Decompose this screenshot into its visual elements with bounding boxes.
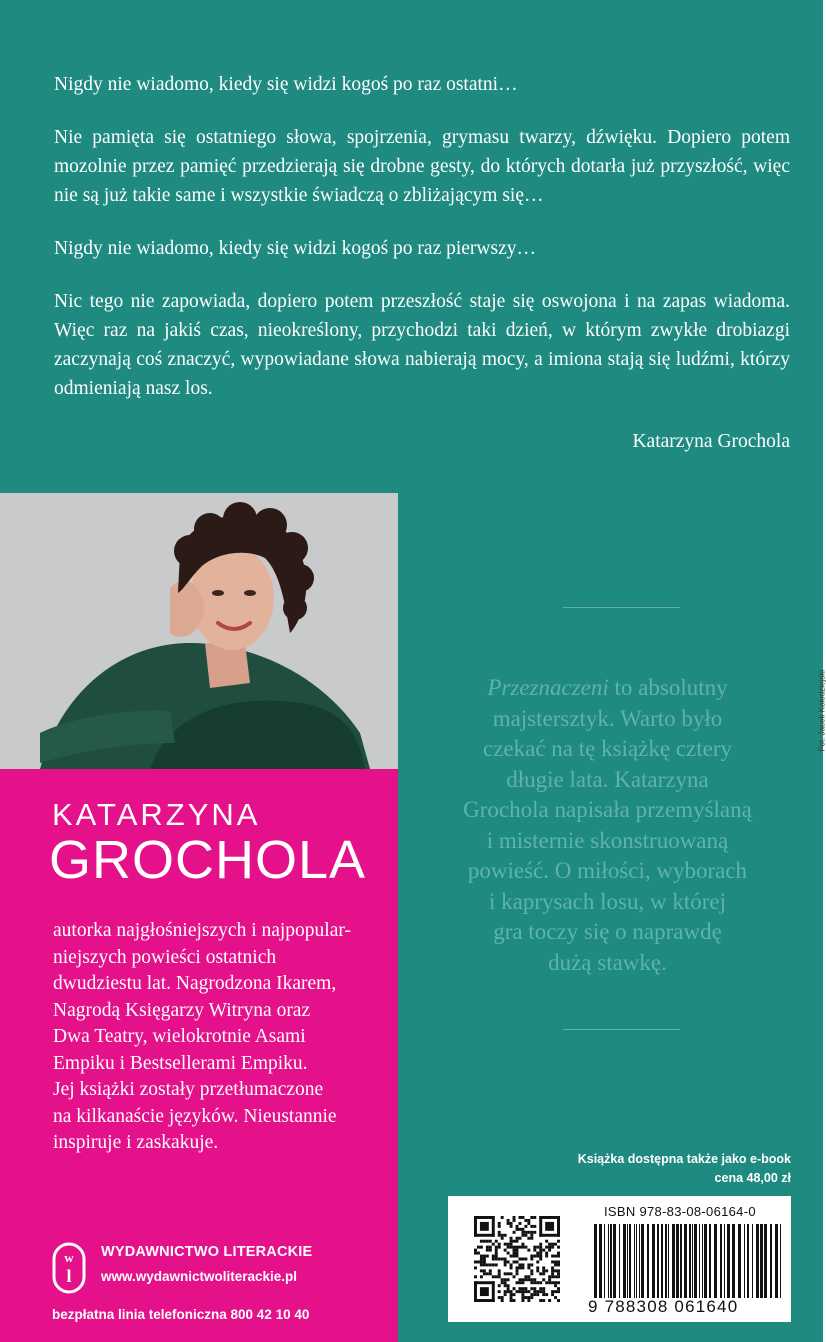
quote-line-1 — [420, 673, 795, 704]
quote-line: i misternie skonstruowaną — [486, 827, 729, 853]
quote-line-1-rest: to absolutny — [608, 675, 728, 700]
ebook-info — [578, 1150, 791, 1188]
blurb-paragraph-2: Nie pamięta się ostatniego słowa, spojrzenia, grymasu twarzy, dźwięku. Dopiero potem mozolnie przez pamięć przedzierają się drobne gesty, do których dotarła już przyszłość, więc nie są już takie same i wszystkie świadczą o zbliżającym się… — [54, 127, 790, 206]
bio-line: inspiruje i zaskakuje. — [53, 1132, 219, 1153]
quote-line: powieść. O miłości, wyborach — [467, 858, 748, 883]
publisher-logo-icon — [52, 1242, 86, 1294]
bio-line: Dwa Teatry, wielokrotnie Asami — [53, 1026, 306, 1047]
bio-line: niejszych powieści ostatnich — [53, 946, 277, 968]
quote-divider-bottom — [563, 1029, 680, 1030]
quote-line: Grochola napisała przemyślaną — [463, 797, 752, 822]
svg-text:l: l — [66, 1266, 72, 1286]
isbn-label: ISBN 978-83-08-06164-0 — [604, 1204, 756, 1219]
author-first-name: KATARZYNA — [52, 797, 261, 832]
bio-line: dwudziestu lat. Nagrodzona Ikarem, — [53, 973, 337, 994]
author-portrait-illustration — [0, 493, 398, 769]
qr-code — [474, 1216, 560, 1302]
price: cena 48,00 zł — [714, 1171, 791, 1185]
quote-line: czekać na tę książkę cztery — [483, 736, 732, 761]
quote-line: dużą stawkę. — [548, 949, 667, 975]
publisher-url: www.wydawnictwoliterackie.pl — [101, 1269, 298, 1284]
blurb-signature: Katarzyna Grochola — [632, 431, 790, 452]
bio-line: na kilkanaście języków. Nieustannie — [53, 1105, 337, 1127]
codes-box — [448, 1196, 791, 1322]
barcode-digits: 9 788308 061640 — [588, 1297, 739, 1316]
bio-line: autorka najgłośniejszych i najpopular- — [53, 920, 351, 941]
quote-line: i kaprysach losu, w której — [489, 888, 726, 914]
blurb-paragraph-1: Nigdy nie wiadomo, kiedy się widzi kogoś po raz ostatni… — [54, 74, 518, 95]
photo-credit: Fot. Jacek Kołodziejski — [817, 670, 826, 752]
isbn-barcode — [592, 1224, 784, 1298]
quote-line: gra toczy się o naprawdę — [493, 919, 722, 944]
svg-text:w: w — [64, 1250, 74, 1265]
author-photo — [0, 493, 398, 769]
review-quote — [420, 673, 795, 978]
ebook-note: Książka dostępna także jako e-book — [577, 1152, 791, 1166]
quote-divider-top — [563, 607, 680, 608]
bio-line: Jej książki zostały przetłumaczone — [53, 1079, 324, 1100]
publisher-name: WYDAWNICTWO LITERACKIE — [101, 1244, 313, 1260]
author-bio — [53, 918, 383, 1157]
quote-line: długie lata. Katarzyna — [506, 766, 709, 792]
blurb-paragraph-4: Nic tego nie zapowiada, dopiero potem przeszłość staje się oswojona i na zapas wiadoma. Więc raz na jakiś czas, nieokreślony, przychodzi taki dzień, w którym zwykłe drobiazgi zaczynają coś znaczyć, wypowiadane słowa nabierają mocy, a imiona stają się ludźmi, którzy odmieniają nasz los. — [54, 291, 790, 399]
quote-line: majstersztyk. Warto było — [492, 705, 723, 731]
publisher-hotline: bezpłatna linia telefoniczna 800 42 10 40 — [52, 1307, 310, 1322]
bio-line: Empiku i Bestsellerami Empiku. — [53, 1052, 308, 1074]
quote-book-title: Przeznaczeni — [487, 675, 609, 700]
blurb — [54, 70, 790, 480]
blurb-paragraph-3: Nigdy nie wiadomo, kiedy się widzi kogoś po raz pierwszy… — [54, 238, 536, 259]
bio-line: Nagrodą Księgarzy Witryna oraz — [53, 999, 311, 1021]
author-last-name: GROCHOLA — [49, 830, 367, 890]
author-panel — [0, 769, 398, 1342]
